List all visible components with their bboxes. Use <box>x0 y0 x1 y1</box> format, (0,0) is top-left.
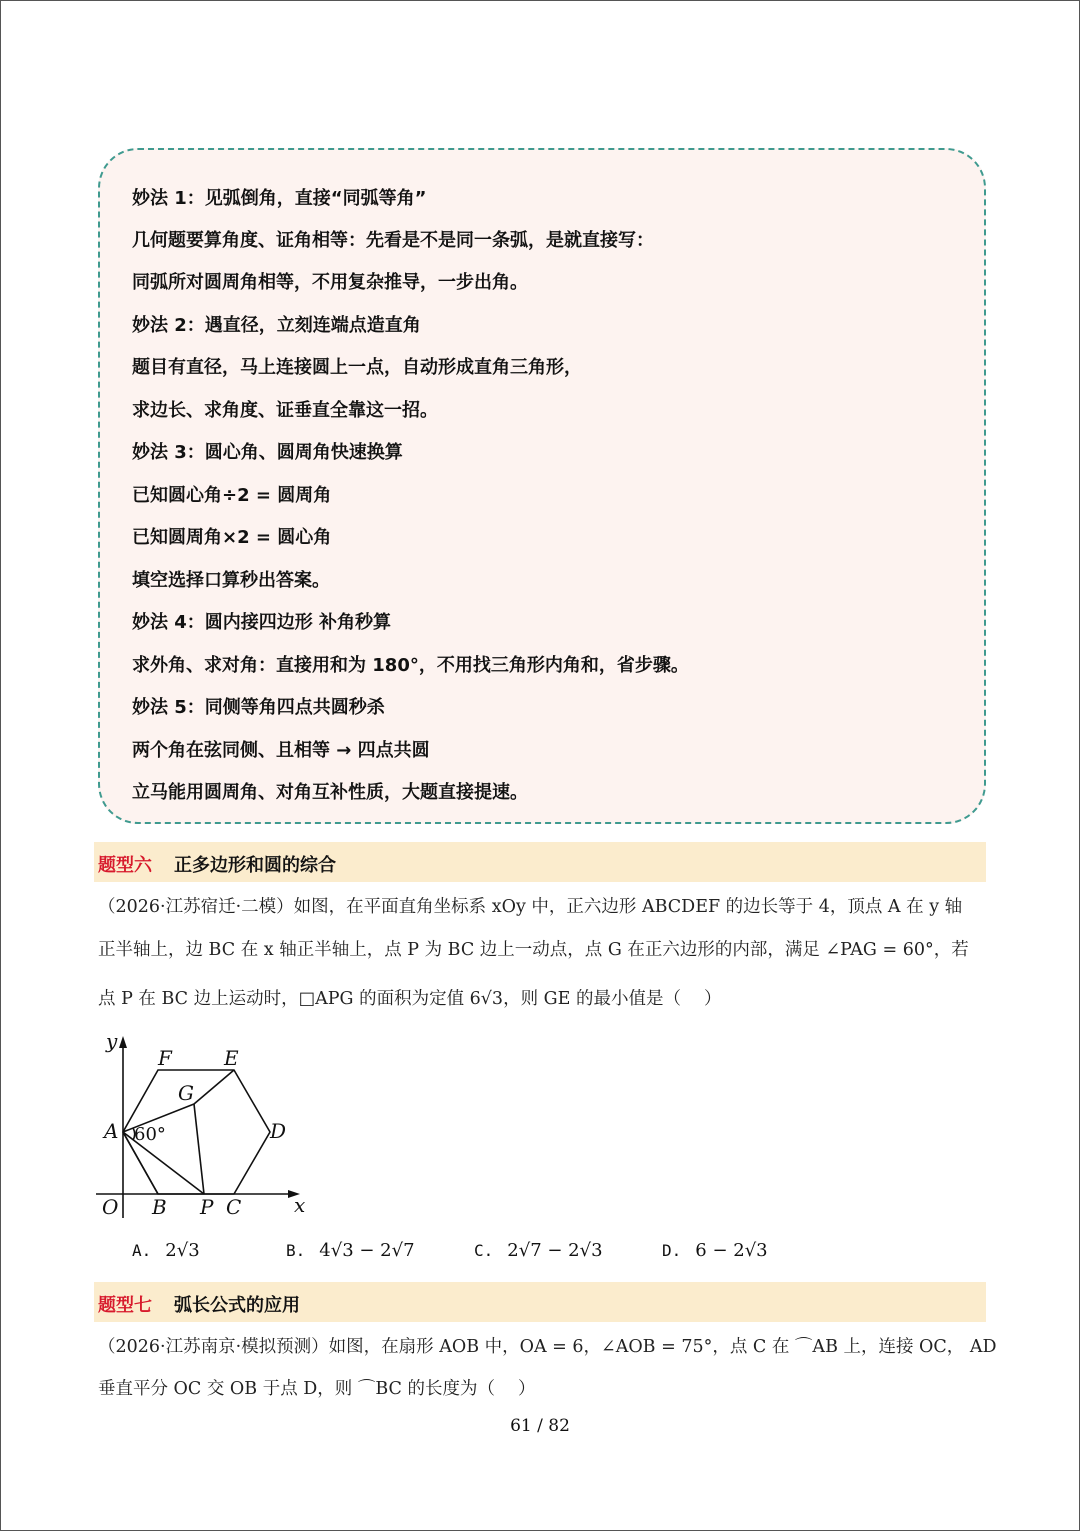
tip-line: 几何题要算角度、证角相等：先看是不是同一条弧，是就直接写： <box>132 230 654 251</box>
tip-line: 同弧所对圆周角相等，不用复杂推导，一步出角。 <box>132 272 528 293</box>
label-e: E <box>224 1046 239 1070</box>
label-y: y <box>106 1032 118 1053</box>
tip-line: 妙法 1：见弧倒角，直接“同弧等角” <box>132 188 427 209</box>
label-angle: 60° <box>134 1124 166 1145</box>
label-f: F <box>158 1046 172 1070</box>
tip-line: 填空选择口算秒出答案。 <box>132 570 330 591</box>
y-axis-arrow <box>119 1036 127 1048</box>
question-line: 正半轴上，边 BC 在 x 轴正半轴上，点 P 为 BC 边上一动点，点 G 在正六边形的内部，满足 ∠PAG = 60°，若 <box>98 940 969 960</box>
hexagon-figure <box>96 1032 316 1226</box>
segment-gp <box>194 1104 204 1194</box>
choice-c: C. 2√7 − 2√3 <box>474 1240 603 1261</box>
tip-line: 已知圆周角×2 = 圆心角 <box>132 527 332 548</box>
label-c: C <box>226 1195 242 1219</box>
choice-d: D. 6 − 2√3 <box>662 1240 768 1261</box>
tip-line: 求外角、求对角：直接用和为 180°，不用找三角形内角和，省步骤。 <box>132 655 689 676</box>
page-number: 61 / 82 <box>510 1416 570 1436</box>
question-line: （2026·江苏南京·模拟预测）如图，在扇形 AOB 中，OA = 6，∠AOB = 75°，点 C 在 ⌒AB 上，连接 OC， AD <box>98 1337 997 1357</box>
label-g: G <box>178 1081 194 1105</box>
tip-line: 妙法 4：圆内接四边形 补角秒算 <box>132 612 392 633</box>
section-title: 弧长公式的应用 <box>174 1295 300 1316</box>
tip-line: 立马能用圆周角、对角互补性质，大题直接提速。 <box>132 782 528 803</box>
tip-line: 求边长、求角度、证垂直全靠这一招。 <box>132 400 438 421</box>
label-p: P <box>200 1195 214 1219</box>
choice-a: A. 2√3 <box>132 1240 200 1261</box>
tips-box <box>98 148 986 824</box>
section-header-6 <box>94 842 986 882</box>
question-line: 垂直平分 OC 交 OB 于点 D，则 ⌒BC 的长度为（ ） <box>98 1379 536 1399</box>
label-x: x <box>294 1193 306 1217</box>
section-label: 题型六 <box>98 855 152 876</box>
hexagon-diagram <box>96 1032 316 1222</box>
tip-line: 两个角在弦同侧、且相等 → 四点共圆 <box>132 740 430 761</box>
tip-line: 妙法 3：圆心角、圆周角快速换算 <box>132 442 403 463</box>
section-title: 正多边形和圆的综合 <box>174 855 336 876</box>
choice-b: B. 4√3 − 2√7 <box>286 1240 415 1261</box>
tip-line: 题目有直径，马上连接圆上一点，自动形成直角三角形， <box>132 357 582 378</box>
label-d: D <box>270 1119 287 1143</box>
question-line: （2026·江苏宿迁·二模）如图，在平面直角坐标系 xOy 中，正六边形 ABCDEF 的边长等于 4，顶点 A 在 y 轴 <box>98 897 963 917</box>
tip-line: 妙法 2：遇直径，立刻连端点造直角 <box>132 315 421 336</box>
question-line: 点 P 在 BC 边上运动时，□APG 的面积为定值 6√3，则 GE 的最小值是（ ） <box>98 989 722 1009</box>
label-b: B <box>152 1195 167 1219</box>
section-label: 题型七 <box>98 1295 152 1316</box>
label-a: A <box>104 1119 119 1143</box>
segment-ge <box>194 1070 234 1104</box>
label-o: O <box>102 1195 119 1219</box>
section-header-7 <box>94 1282 986 1322</box>
tip-line: 已知圆心角÷2 = 圆周角 <box>132 485 332 506</box>
tip-line: 妙法 5：同侧等角四点共圆秒杀 <box>132 697 385 718</box>
